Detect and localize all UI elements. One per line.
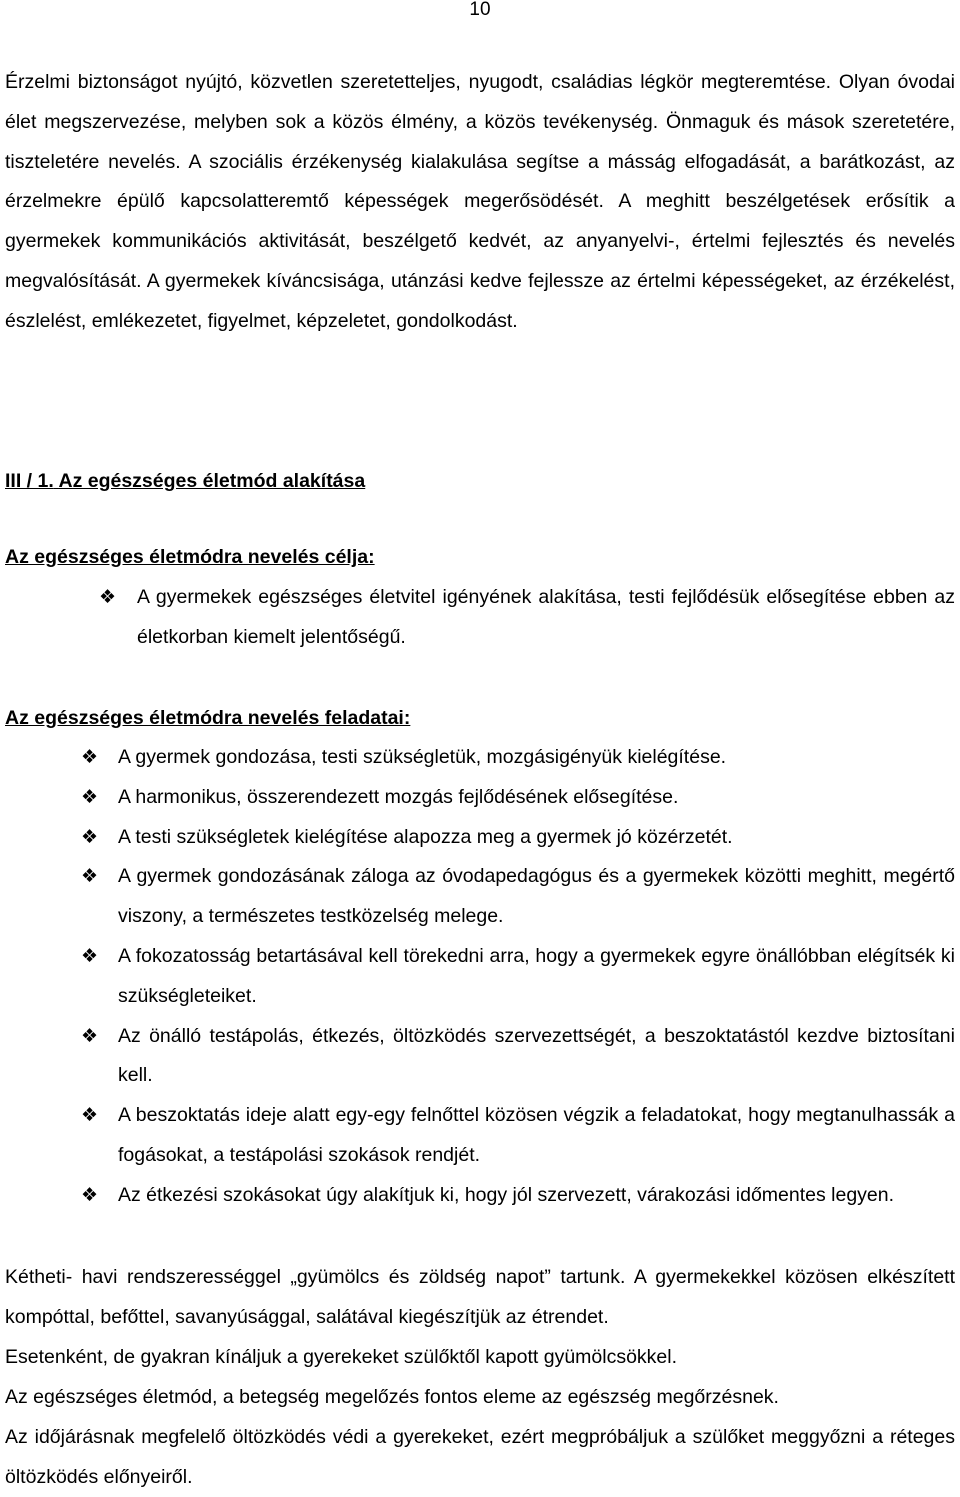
list-item-text: A harmonikus, összerendezett mozgás fejlődésének elősegítése. <box>118 785 679 808</box>
list-item <box>0 857 960 937</box>
diamond-bullet-icon: ❖ <box>81 747 99 768</box>
closing-paragraph: Az időjárásnak megfelelő öltözködés védi a gyerekeket, ezért megpróbáljuk a szülőket meggyőzni a réteges öltözködés előnyeiről. <box>5 1426 955 1488</box>
list-item-text: A beszoktatás ideje alatt egy-egy felnőttel közösen végzik a feladatokat, hogy megtanulhassák a fogásokat, a testápolási szokások rendjét. <box>118 1104 955 1166</box>
intro-paragraph: Érzelmi biztonságot nyújtó, közvetlen szeretetteljes, nyugodt, családias légkör megteremtése. Olyan óvodai élet megszervezése, melyben sok a közös élmény, a közös tevékenység. Önmaguk és mások szeretetére, tiszteletére nevelés. A szociális érzékenység kialakulása segítse a másság elfogadását, a barátkozást, az érzelmekre épülő kapcsolatteremtő képességek megerősödését. A meghitt beszélgetések erősítik a gyermekek kommunikációs aktivitását, beszélgető kedvét, az anyanyelvi-, értelmi fejlesztés és nevelés megvalósítását. A gyermekek kíváncsisága, utánzási kedve fejlessze az értelmi képességeket, az érzékelést, észlelést, emlékezetet, figyelmet, képzeletet, gondolkodást. <box>5 71 955 332</box>
diamond-bullet-icon: ❖ <box>99 587 117 608</box>
diamond-bullet-icon: ❖ <box>81 945 99 967</box>
list-item-text: A gyermek gondozása, testi szükségletük, mozgásigényük kielégítése. <box>118 746 727 768</box>
list-item-text: A fokozatosság betartásával kell törekedni arra, hogy a gyermekek egyre önállóbban elégítsék ki szükségleteiket. <box>118 944 955 1007</box>
goal-list <box>0 578 960 658</box>
list-item-text: Az étkezési szokásokat úgy alakítjuk ki, hogy jól szervezett, várakozási időmentes legyen. <box>118 1183 895 1206</box>
list-item <box>0 738 960 778</box>
list-item <box>0 778 960 818</box>
list-item-text: A gyermekek egészséges életvitel igényének alakítása, testi fejlődésük elősegítése ebben az életkorban kiemelt jelentőségű. <box>137 586 955 648</box>
section-number: III / 1. <box>5 470 54 492</box>
diamond-bullet-icon: ❖ <box>81 866 99 888</box>
closing-paragraph: Esetenként, de gyakran kínáljuk a gyerekeket szülőktől kapott gyümölcsökkel. <box>5 1346 678 1368</box>
list-item <box>0 1017 960 1097</box>
diamond-bullet-icon: ❖ <box>81 826 99 848</box>
list-item <box>0 578 960 658</box>
closing-paragraph: Kétheti- havi rendszerességgel „gyümölcs és zöldség napot” tartunk. A gyermekekkel közösen elkészített kompóttal, befőttel, savanyúsággal, salátával kiegészítjük az étrendet. <box>5 1266 955 1328</box>
list-item-text: Az önálló testápolás, étkezés, öltözködés szervezettségét, a beszoktatástól kezdve biztosítani kell. <box>118 1024 955 1087</box>
diamond-bullet-icon: ❖ <box>81 1184 99 1206</box>
diamond-bullet-icon: ❖ <box>81 786 99 808</box>
diamond-bullet-icon: ❖ <box>81 1105 99 1127</box>
list-item-text: A gyermek gondozásának záloga az óvodapedagógus és a gyermekek közötti meghitt, megértő viszony, a természetes testközelség melege. <box>118 865 955 928</box>
section-heading <box>5 468 365 494</box>
goal-heading: Az egészséges életmódra nevelés célja: <box>5 546 375 568</box>
closing-paragraph: Az egészséges életmód, a betegség megelőzés fontos eleme az egészség megőrzésnek. <box>5 1386 779 1408</box>
section-title: Az egészséges életmód alakítása <box>58 470 366 492</box>
list-item <box>0 1096 960 1176</box>
list-item <box>0 937 960 1017</box>
list-item <box>0 818 960 858</box>
list-item <box>0 1176 960 1216</box>
page-number: 10 <box>469 0 491 20</box>
closing-section <box>5 1257 955 1497</box>
diamond-bullet-icon: ❖ <box>81 1025 99 1047</box>
tasks-heading: Az egészséges életmódra nevelés feladatai: <box>5 707 411 729</box>
list-item-text: A testi szükségletek kielégítése alapozza meg a gyermek jó közérzetét. <box>118 825 733 848</box>
task-list <box>0 738 960 1216</box>
